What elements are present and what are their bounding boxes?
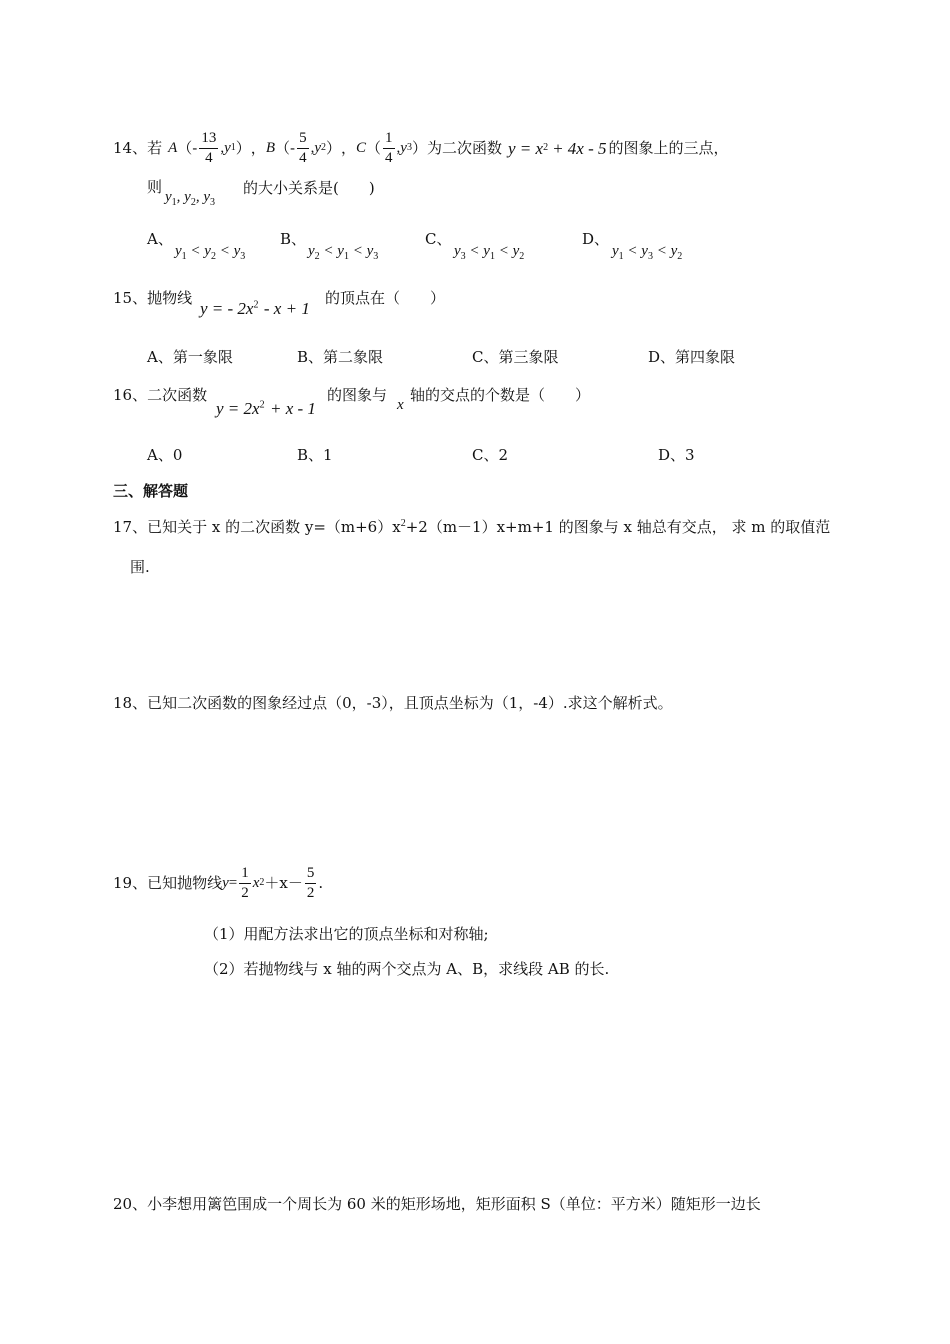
- point-b-frac-num: 5: [297, 131, 309, 149]
- q20-text: 20、小李想用篱笆围成一个周长为 60 米的矩形场地，矩形面积 S（单位：平方米）随矩形一边长: [113, 1195, 761, 1213]
- point-a-y: y: [224, 139, 231, 156]
- q14-vars: $y_1$, $y_2$, $y_3$: [165, 189, 216, 208]
- q16-option-c: C、2: [472, 446, 509, 464]
- point-b-open: （-: [274, 138, 296, 157]
- q14-number: 14、: [113, 138, 148, 157]
- point-a-label: A: [168, 139, 178, 156]
- q17-line1-end: +2（m－1）x+m+1 的图象与 x 轴总有交点， 求 m 的取值范: [405, 518, 831, 536]
- q16-option-d: D、3: [658, 446, 695, 464]
- q14-line1: 14、 若 A （- $\frac{13}{4}$ , y 1 ） ， B （- $\frac{5}{4}$ , y 2 ） ， C （ $\frac{1}{4}$ , y 3 ） 为二次函数 y = x 2 + 4x - 5 的图象上的三点，: [113, 129, 729, 166]
- q14-ruo: 若: [147, 138, 163, 157]
- q15-text-end: 的顶点在（ ）: [325, 289, 446, 307]
- point-b-close: ）: [325, 138, 341, 157]
- point-a-open: （-: [177, 138, 198, 157]
- q19-fraction-2-den: 2: [306, 884, 315, 901]
- point-c-open: （: [366, 138, 382, 157]
- q15-number: 15、: [113, 289, 148, 307]
- q14-text-end: 的图象上的三点，: [608, 138, 729, 157]
- q16-function-main: y = 2x: [216, 399, 260, 418]
- q17-line1: 17、已知关于 x 的二次函数 $y=(m+6)x^2+2(m-1)x+m+1$ 的图象与 x 轴总有交点， 求 m 的取值范: [113, 518, 831, 536]
- q14-text-mid: 为二次函数: [426, 138, 502, 157]
- point-a-sub: 1: [230, 142, 236, 153]
- q15-function-rest: - x + 1: [263, 299, 310, 318]
- q19-plus: ＋x－: [264, 873, 303, 892]
- q14-comma1: ，: [250, 138, 266, 157]
- point-a-close: ）: [235, 138, 251, 157]
- q14-function-rest: + 4x - 5: [552, 138, 607, 158]
- q16-label: [113, 388, 207, 403]
- q19-y: y: [222, 874, 229, 891]
- q19-end: .: [318, 873, 324, 892]
- point-b-sub: 2: [320, 142, 326, 153]
- q16-option-b: B、1: [297, 446, 333, 464]
- q14-question-text: 的大小关系是( ): [243, 179, 375, 197]
- q19-line1: 19、已知抛物线 y = $\frac{1}{2}$ x 2 ＋x－ $\frac{5}{2}$ .: [113, 864, 324, 901]
- q14-option-c: $y_3 < y_1 < y_2$: [454, 243, 525, 262]
- point-c-y: y: [400, 139, 407, 156]
- q19-fraction-2-num: 5: [305, 866, 317, 884]
- q18-text: 18、已知二次函数的图象经过点（0，-3），且顶点坐标为（1，-4）.求这个解析式。: [113, 694, 673, 712]
- q14-option-d: $y_1 < y_3 < y_2$: [612, 243, 683, 262]
- q15-function: y = - $2x^2 - x + 1$: [200, 299, 310, 318]
- point-b-y: y: [314, 139, 321, 156]
- q14-option-a-label: A、: [147, 230, 173, 248]
- q14-ze: 则: [147, 178, 163, 196]
- q16-text-end: 轴的交点的个数是（ ）: [410, 386, 591, 404]
- point-b-fraction: [297, 131, 309, 166]
- q15-option-c: C、第三象限: [472, 348, 559, 366]
- q19-fraction-1-den: 2: [241, 884, 249, 901]
- q19-prefix: 19、已知抛物线: [113, 873, 223, 892]
- q16-var: x: [397, 397, 404, 413]
- q15-option-a: A、第一象限: [147, 348, 233, 366]
- q14-line2: [147, 180, 162, 195]
- q19-fraction-1-num: 1: [239, 866, 251, 884]
- point-c-frac-den: 4: [385, 149, 393, 166]
- point-a-frac-den: 4: [205, 149, 213, 166]
- point-c-frac-num: 1: [383, 131, 395, 149]
- q16-number: 16、: [113, 386, 148, 404]
- q19-x: x: [252, 874, 260, 891]
- point-b-frac-den: 4: [299, 149, 307, 166]
- point-a-fraction: [199, 131, 218, 166]
- q14-option-d-label: D、: [582, 230, 610, 248]
- q19-fraction-1: [239, 866, 251, 901]
- point-c-close: ）: [411, 138, 427, 157]
- q15-option-d: D、第四象限: [648, 348, 736, 366]
- section-heading: 三、解答题: [113, 482, 189, 500]
- point-a-frac-num: 13: [199, 131, 218, 149]
- q16-function: $y = 2x^2 + x - 1$: [216, 399, 316, 418]
- q16-function-rest: + x - 1: [269, 399, 316, 418]
- q14-option-c-label: C、: [425, 230, 452, 248]
- q19-eq: =: [228, 874, 238, 891]
- q17-line2: 围.: [130, 558, 150, 576]
- q15-text: 抛物线: [147, 289, 193, 307]
- q14-option-b: $y_2 < y_1 < y_3$: [308, 243, 379, 262]
- q14-option-a: $y_1 < y_2 < y_3$: [175, 243, 246, 262]
- q19-fraction-2: [305, 866, 317, 901]
- q14-option-b-label: B、: [280, 230, 307, 248]
- q17-line1-start: 17、已知关于 x 的二次函数 y=（m+6）x: [113, 518, 401, 536]
- point-c-sub: 3: [406, 142, 412, 153]
- q15-option-b: B、第二象限: [297, 348, 384, 366]
- q14-comma2: ，: [341, 138, 357, 157]
- point-c-label: C: [356, 139, 367, 156]
- q16-text: 二次函数: [147, 386, 208, 404]
- q16-option-a: A、0: [147, 446, 183, 464]
- q15-function-main: y = - 2x: [200, 299, 254, 318]
- q19-sub1: （1）用配方法求出它的顶点坐标和对称轴;: [204, 925, 489, 943]
- point-b-label: B: [265, 139, 275, 156]
- q19-sub2: （2）若抛物线与 x 轴的两个交点为 A、B，求线段 AB 的长.: [204, 960, 610, 978]
- point-c-fraction: [383, 131, 395, 166]
- q15-label: [113, 291, 192, 306]
- q16-text-mid: 的图象与: [327, 386, 388, 404]
- q14-function: y = x: [508, 138, 544, 158]
